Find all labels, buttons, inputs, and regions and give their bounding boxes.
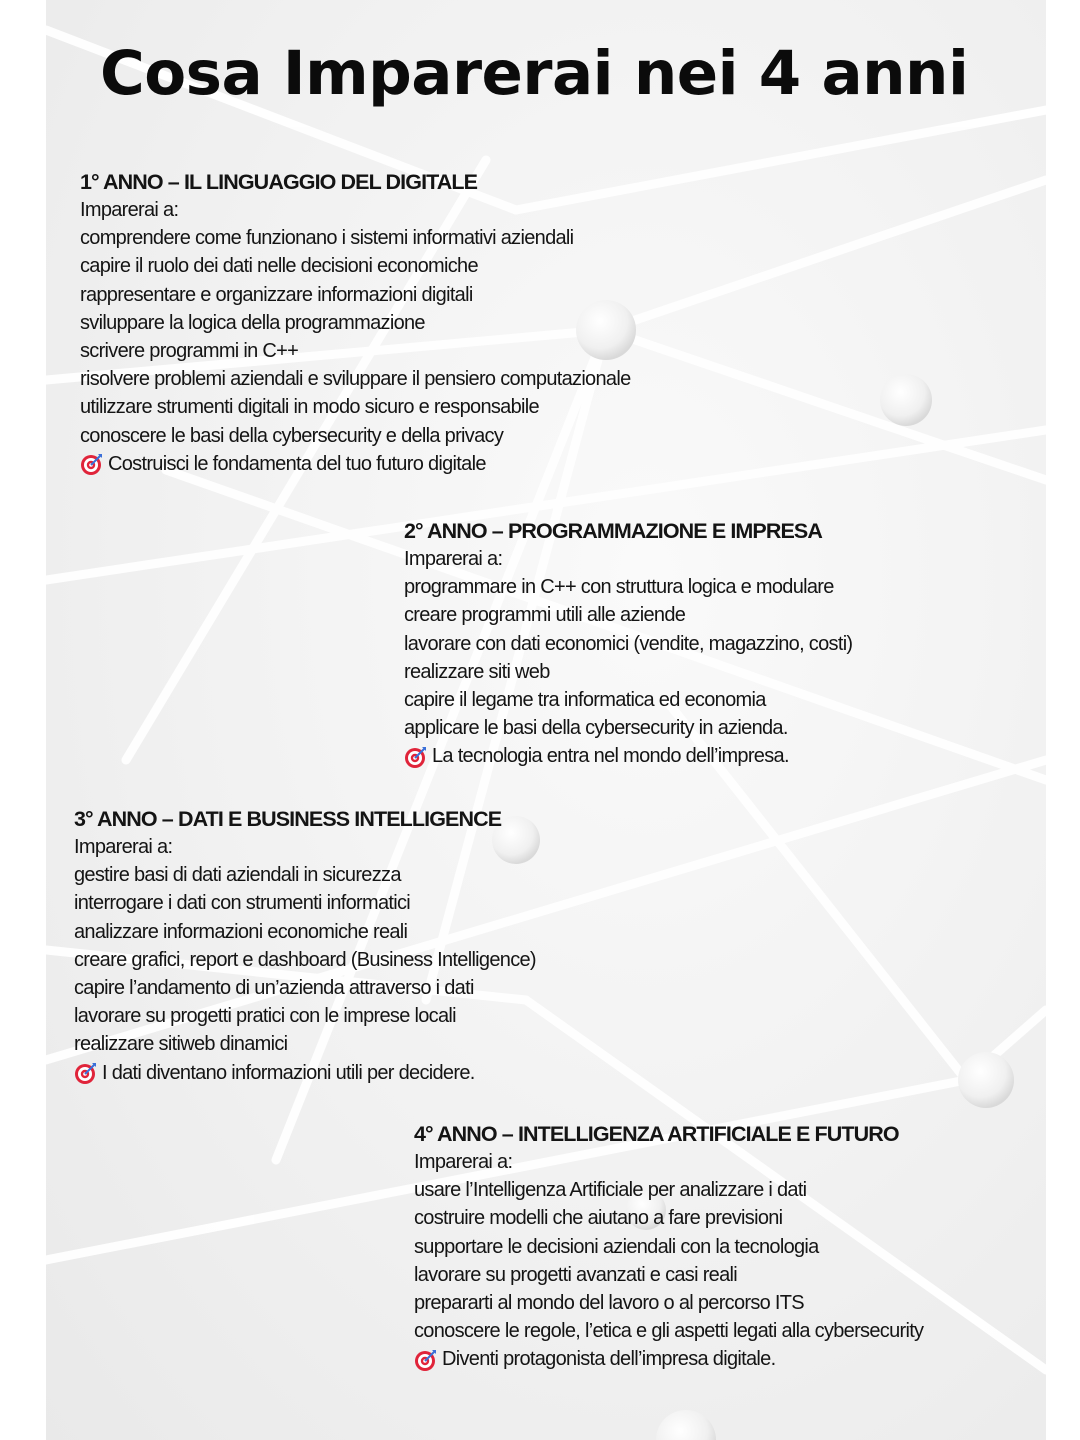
section-intro: Imparerai a: (414, 1151, 513, 1173)
section-goal (80, 450, 631, 478)
target-icon (80, 452, 104, 476)
list-item: conoscere le basi della cybersecurity e della privacy (80, 424, 504, 447)
list-item: realizzare siti web (404, 660, 550, 683)
list-item: programmare in C++ con struttura logica e modulare (404, 576, 834, 599)
section-year-1 (80, 168, 631, 478)
list-item: supportare le decisioni aziendali con la tecnologia (414, 1235, 819, 1258)
list-item: lavorare con dati economici (vendite, magazzino, costi) (404, 632, 853, 655)
list-item: interrogare i dati con strumenti informatici (74, 892, 411, 915)
section-intro: Imparerai a: (404, 548, 503, 570)
list-item: creare programmi utili alle aziende (404, 604, 686, 627)
poster-card (46, 0, 1046, 1440)
list-item: sviluppare la logica della programmazione (80, 311, 425, 334)
list-item: usare l’Intelligenza Artificiale per analizzare i dati (414, 1179, 807, 1202)
section-heading: 4° ANNO – INTELLIGENZA ARTIFICIALE E FUTURO (414, 1122, 899, 1146)
list-item: lavorare su progetti pratici con le imprese locali (74, 1005, 456, 1028)
section-year-4 (414, 1120, 923, 1374)
target-icon (414, 1348, 438, 1372)
list-item: conoscere le regole, l’etica e gli aspetti legati alla cybersecurity (414, 1320, 924, 1343)
list-item: risolvere problemi aziendali e sviluppare il pensiero computazionale (80, 368, 631, 391)
section-intro: Imparerai a: (80, 199, 179, 221)
list-item: creare grafici, report e dashboard (Business Intelligence) (74, 948, 536, 971)
goal-text: Costruisci le fondamenta del tuo futuro digitale (108, 452, 486, 475)
list-item: capire il ruolo dei dati nelle decisioni economiche (80, 255, 478, 278)
section-heading: 3° ANNO – DATI E BUSINESS INTELLIGENCE (74, 807, 502, 831)
section-year-2 (404, 517, 852, 771)
target-icon (74, 1061, 98, 1085)
target-icon (404, 745, 428, 769)
goal-text: Diventi protagonista dell’impresa digitale. (442, 1348, 776, 1371)
section-year-3 (74, 805, 536, 1087)
goal-text: I dati diventano informazioni utili per decidere. (102, 1061, 475, 1084)
list-item: applicare le basi della cybersecurity in azienda. (404, 717, 788, 740)
list-item: analizzare informazioni economiche reali (74, 920, 408, 943)
section-heading: 1° ANNO – IL LINGUAGGIO DEL DIGITALE (80, 170, 478, 194)
list-item: realizzare sitiweb dinamici (74, 1033, 288, 1056)
list-item: capire il legame tra informatica ed economia (404, 689, 766, 712)
list-item: capire l’andamento di un’azienda attraverso i dati (74, 977, 474, 1000)
list-item: lavorare su progetti avanzati e casi reali (414, 1263, 738, 1286)
list-item: comprendere come funzionano i sistemi informativi aziendali (80, 227, 574, 250)
list-item: prepararti al mondo del lavoro o al percorso ITS (414, 1292, 804, 1315)
section-goal (414, 1345, 923, 1373)
list-item: rappresentare e organizzare informazioni digitali (80, 283, 473, 306)
goal-text: La tecnologia entra nel mondo dell’impresa. (432, 745, 789, 768)
section-goal (404, 742, 852, 770)
list-item: utilizzare strumenti digitali in modo sicuro e responsabile (80, 396, 539, 419)
section-goal (74, 1059, 536, 1087)
page-title: Cosa Imparerai nei 4 anni (100, 38, 969, 109)
section-intro: Imparerai a: (74, 836, 173, 858)
list-item: scrivere programmi in C++ (80, 340, 299, 363)
section-heading: 2° ANNO – PROGRAMMAZIONE E IMPRESA (404, 519, 822, 543)
list-item: costruire modelli che aiutano a fare previsioni (414, 1207, 783, 1230)
list-item: gestire basi di dati aziendali in sicurezza (74, 864, 401, 887)
